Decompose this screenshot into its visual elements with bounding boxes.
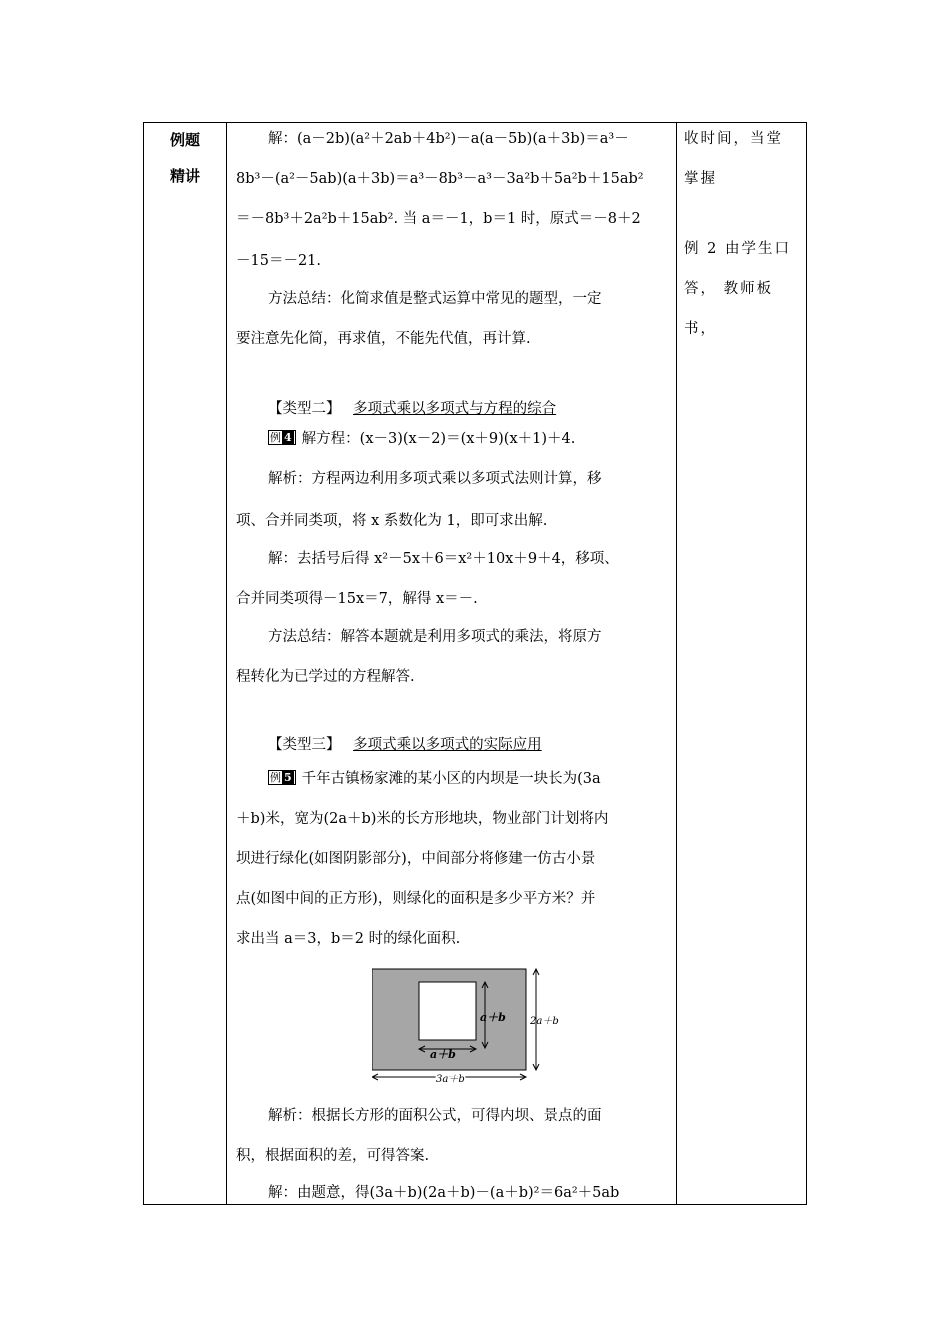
inner-square — [419, 982, 476, 1040]
example-badge: 例 5 — [268, 770, 296, 785]
type3-title: 多项式乘以多项式的实际应用 — [353, 737, 542, 753]
note-line: 答， 教师板 — [684, 281, 774, 297]
text-line: 解：(a－2b)(a²＋2ab＋4b²)－a(a－5b)(a＋3b)＝a³－ — [268, 131, 629, 147]
type2-heading — [268, 399, 556, 419]
text-line: 合并同类项得－15x＝7，解得 x＝－. — [236, 591, 478, 607]
area-diagram — [372, 966, 572, 1084]
example-badge: 例 4 — [268, 430, 296, 445]
text-line: 解：去括号后得 x²－5x＋6＝x²＋10x＋9＋4，移项、 — [268, 551, 619, 567]
type3-tag: 【类型三】 — [268, 737, 341, 753]
text-line: ＝－8b³＋2a²b＋15ab². 当 a＝－1，b＝1 时，原式＝－8＋2 — [236, 211, 641, 227]
type2-tag: 【类型二】 — [268, 401, 341, 417]
inner-height-label: a＋b — [480, 1011, 506, 1024]
text-line: ＋b)米，宽为(2a＋b)米的长方形地块，物业部门计划将内 — [236, 811, 609, 827]
inner-width-label: a＋b — [430, 1048, 456, 1061]
outer-width-label: 3a＋b — [436, 1074, 465, 1084]
section-label-line1: 例题 — [169, 131, 200, 149]
text-line: 坝进行绿化(如图阴影部分)，中间部分将修建一仿古小景 — [236, 851, 596, 867]
text-line: 解析：方程两边利用多项式乘以多项式法则计算，移 — [268, 471, 602, 487]
type2-title: 多项式乘以多项式与方程的综合 — [353, 401, 557, 417]
section-label-line2: 精讲 — [169, 167, 200, 185]
example-question: 解方程：(x－3)(x－2)＝(x＋9)(x＋1)＋4. — [301, 431, 576, 447]
outer-height-label: 2a＋b — [530, 1016, 559, 1027]
note-line: 收时间，当堂 — [684, 131, 783, 147]
note-line: 书， — [684, 321, 717, 337]
column-divider — [226, 123, 227, 1204]
text-line: 要注意先化简，再求值，不能先代值，再计算. — [236, 331, 531, 347]
text-line: 方法总结：解答本题就是利用多项式的乘法，将原方 — [268, 629, 602, 645]
type3-heading — [268, 735, 542, 755]
note-line: 例 2 由学生口 — [684, 241, 791, 257]
text-line: 项、合并同类项，将 x 系数化为 1，即可求出解. — [236, 513, 548, 529]
column-divider — [676, 123, 677, 1204]
text-line: 求出当 a＝3，b＝2 时的绿化面积. — [236, 931, 461, 947]
example-5 — [268, 769, 601, 789]
text-line: 解析：根据长方形的面积公式，可得内坝、景点的面 — [268, 1108, 602, 1124]
text-line: 程转化为已学过的方程解答. — [236, 669, 415, 685]
text-line: 8b³－(a²－5ab)(a＋3b)＝a³－8b³－a³－3a²b＋5a²b＋15ab² — [236, 171, 644, 187]
text-line: 解：由题意，得(3a＋b)(2a＋b)－(a＋b)²＝6a²＋5ab — [268, 1185, 620, 1201]
text-line: －15＝－21. — [236, 253, 322, 269]
lesson-table — [143, 122, 807, 1205]
text-line: 积，根据面积的差，可得答案. — [236, 1148, 430, 1164]
example-4 — [268, 429, 575, 449]
example-question: 千年古镇杨家滩的某小区的内坝是一块长为(3a — [301, 771, 601, 787]
text-line: 点(如图中间的正方形)，则绿化的面积是多少平方米？并 — [236, 891, 596, 907]
text-line: 方法总结：化简求值是整式运算中常见的题型，一定 — [268, 291, 602, 307]
note-line: 掌握 — [684, 171, 717, 187]
